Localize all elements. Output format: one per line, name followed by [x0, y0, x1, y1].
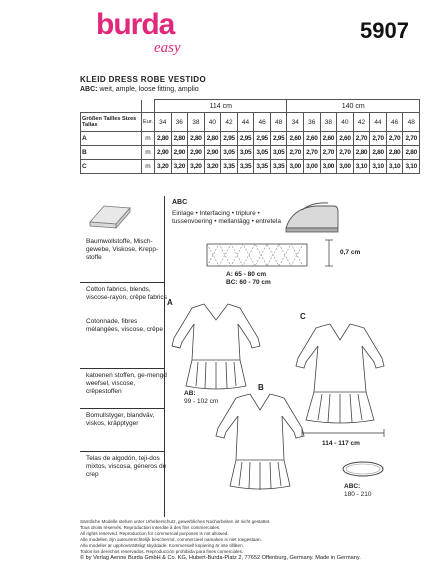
view-label-b: B: [258, 383, 264, 392]
yardage-cell: 3,20: [171, 160, 188, 174]
legal-line-sv: Alla modeller är upphovsrättsligt skyddade. Kommersiell kopiering är inte tillåten.: [80, 543, 244, 548]
yardage-cell: 3,35: [254, 160, 271, 174]
yardage-cell: 2,80: [204, 132, 221, 146]
yardage-cell: 3,05: [270, 146, 287, 160]
yardage-cell: 2,70: [386, 132, 403, 146]
size-cell: 40: [337, 113, 354, 132]
view-label-a: A: [167, 298, 173, 307]
yardage-cell: 3,20: [154, 160, 171, 174]
elastic-label: ABC:: [344, 483, 361, 490]
table-row-a: [81, 132, 420, 146]
hem-c-value: 114 - 117 cm: [322, 440, 360, 447]
yardage-cell: 3,00: [320, 160, 337, 174]
yardage-cell: 3,00: [287, 160, 304, 174]
yardage-cell: 3,35: [270, 160, 287, 174]
size-row: [81, 113, 420, 132]
copyright: © by Verlag Aenne Burda GmbH & Co. KG, Hubert-Burda-Platz 2, 77652 Offenburg, Germany. Made in Germany.: [80, 555, 361, 561]
size-cell: 48: [403, 113, 420, 132]
fit-description: [80, 86, 199, 93]
table-row-b: [81, 146, 420, 160]
size-cell: 34: [287, 113, 304, 132]
yardage-cell: 2,70: [304, 146, 321, 160]
fabric-de: Baumwollstoffe, Misch-gewebe, Viskose, Krepp-stoffe: [86, 238, 159, 261]
fit-views: ABC:: [80, 86, 98, 93]
size-cell: 44: [237, 113, 254, 132]
size-cell: 36: [171, 113, 188, 132]
dress-view-b-sketch: [210, 388, 310, 492]
interfacing-text: Einlage • Interfacing • triplure • tussenvoering • mellanlägg • entretela: [172, 210, 281, 225]
interfacing-strip: [205, 240, 310, 270]
fabric-column: [80, 196, 165, 517]
row-label: A: [81, 132, 142, 146]
fabric-nl: katoenen stoffen, ge-mengd weefsel, viscose, crêpestoffen: [86, 372, 167, 395]
row-label: C: [81, 160, 142, 174]
yardage-cell: 2,70: [370, 132, 387, 146]
yardage-cell: 2,60: [304, 132, 321, 146]
hem-c-arrow: [300, 428, 386, 438]
yardage-cell: 2,80: [353, 146, 370, 160]
yardage-cell: 3,10: [370, 160, 387, 174]
legal-line-en: All rights reserved. Reproduction for commercial purposes is not allowed.: [80, 531, 229, 536]
yardage-cell: 2,90: [188, 146, 205, 160]
yardage-cell: 2,80: [386, 146, 403, 160]
fabric-sv: Bomullstyger, blandväv, viskos, kräpptyger: [86, 412, 155, 427]
row-label: B: [81, 146, 142, 160]
elastic-loop-icon: [340, 458, 386, 480]
size-cell: 34: [154, 113, 171, 132]
size-cell: 42: [221, 113, 238, 132]
yardage-cell: 3,00: [337, 160, 354, 174]
size-cell: 46: [254, 113, 271, 132]
width-140: 140 cm: [287, 100, 420, 113]
yardage-cell: 2,60: [337, 132, 354, 146]
brand-sub: easy: [154, 40, 181, 56]
fabric-es: Telas de algodón, teji-dos mixtos, viscosa, géneros de crep: [86, 455, 167, 478]
unit: m: [142, 160, 155, 174]
legal-line-nl: Alle modellen zijn auteursrechtelijk beschermd, commercieel namaken is niet toegestaan.: [80, 537, 262, 542]
yardage-cell: 3,10: [386, 160, 403, 174]
yardage-cell: 3,05: [237, 146, 254, 160]
size-cell: 38: [320, 113, 337, 132]
strip-length-bc: BC: 60 - 70 cm: [226, 279, 271, 286]
yardage-cell: 2,95: [237, 132, 254, 146]
strip-length-a: A: 65 - 80 cm: [226, 271, 267, 278]
yardage-cell: 3,20: [188, 160, 205, 174]
legal-line-de: Sämtliche Modelle stehen unter Urheberschutz, gewerbliches Nacharbeiten ist nicht gestattet.: [80, 519, 271, 524]
yardage-table: [80, 99, 420, 174]
strip-width-arrow: [322, 238, 336, 268]
garment-title: KLEID DRESS ROBE VESTIDO: [80, 75, 207, 84]
yardage-cell: 3,05: [254, 146, 271, 160]
eur-label: Eur.: [142, 113, 155, 132]
unit: m: [142, 132, 155, 146]
yardage-cell: 2,80: [403, 146, 420, 160]
burda-easy-logo: [96, 8, 190, 66]
yardage-cell: 3,20: [204, 160, 221, 174]
yardage-cell: 2,95: [254, 132, 271, 146]
yardage-cell: 3,00: [304, 160, 321, 174]
fabric-swatch-icon: [86, 200, 132, 230]
size-cell: 42: [353, 113, 370, 132]
yardage-cell: 2,80: [188, 132, 205, 146]
pattern-number: 5907: [360, 18, 409, 43]
yardage-cell: 3,35: [237, 160, 254, 174]
width-header-row: [81, 100, 420, 113]
yardage-cell: 3,05: [221, 146, 238, 160]
yardage-cell: 2,70: [337, 146, 354, 160]
legal-line-es: Todos los derechos reservados. Reproducción prohibida para fines comerciales.: [80, 549, 244, 554]
yardage-cell: 2,80: [154, 132, 171, 146]
elastic-value: 180 - 210: [344, 491, 372, 498]
brand-name: burda: [96, 8, 175, 41]
legal-footer: [80, 519, 430, 561]
yardage-cell: 2,70: [353, 132, 370, 146]
yardage-cell: 2,60: [320, 132, 337, 146]
yardage-cell: 2,80: [171, 132, 188, 146]
size-cell: 44: [370, 113, 387, 132]
strip-width-label: 0,7 cm: [340, 249, 361, 256]
yardage-cell: 2,60: [287, 132, 304, 146]
yardage-cell: 3,10: [403, 160, 420, 174]
yardage-cell: 2,95: [270, 132, 287, 146]
iron-icon: [282, 200, 342, 236]
yardage-cell: 2,90: [171, 146, 188, 160]
legal-line-fr: Tous droits réservés. Reproduction interdite à des fins commerciales.: [80, 525, 221, 530]
width-114: 114 cm: [154, 100, 287, 113]
yardage-cell: 2,80: [370, 146, 387, 160]
yardage-cell: 3,35: [221, 160, 238, 174]
table-row-c: [81, 160, 420, 174]
dress-view-a-sketch: [168, 298, 264, 394]
yardage-cell: 2,70: [287, 146, 304, 160]
yardage-cell: 2,70: [320, 146, 337, 160]
yardage-cell: 3,10: [353, 160, 370, 174]
fit-text: weit, ample, loose fitting, amplio: [97, 86, 199, 93]
hem-ab-label: AB:: [184, 390, 196, 397]
fabric-en: Cotton fabrics, blends, viscose-rayon, crêpe fabrics: [86, 286, 167, 301]
yardage-cell: 2,95: [221, 132, 238, 146]
interfacing-views: ABC: [172, 199, 188, 206]
fabric-fr: Cotonnade, fibres mélangées, viscose, crêpe: [86, 318, 163, 333]
hem-ab-value: 99 - 102 cm: [184, 398, 219, 405]
size-cell: 48: [270, 113, 287, 132]
view-label-c: C: [300, 312, 306, 321]
size-header: Größen Tailles Sizes Tallas: [81, 113, 142, 132]
yardage-cell: 2,90: [204, 146, 221, 160]
yardage-cell: 2,70: [403, 132, 420, 146]
size-cell: 38: [188, 113, 205, 132]
size-cell: 40: [204, 113, 221, 132]
size-cell: 46: [386, 113, 403, 132]
unit: m: [142, 146, 155, 160]
size-cell: 36: [304, 113, 321, 132]
yardage-cell: 2,90: [154, 146, 171, 160]
